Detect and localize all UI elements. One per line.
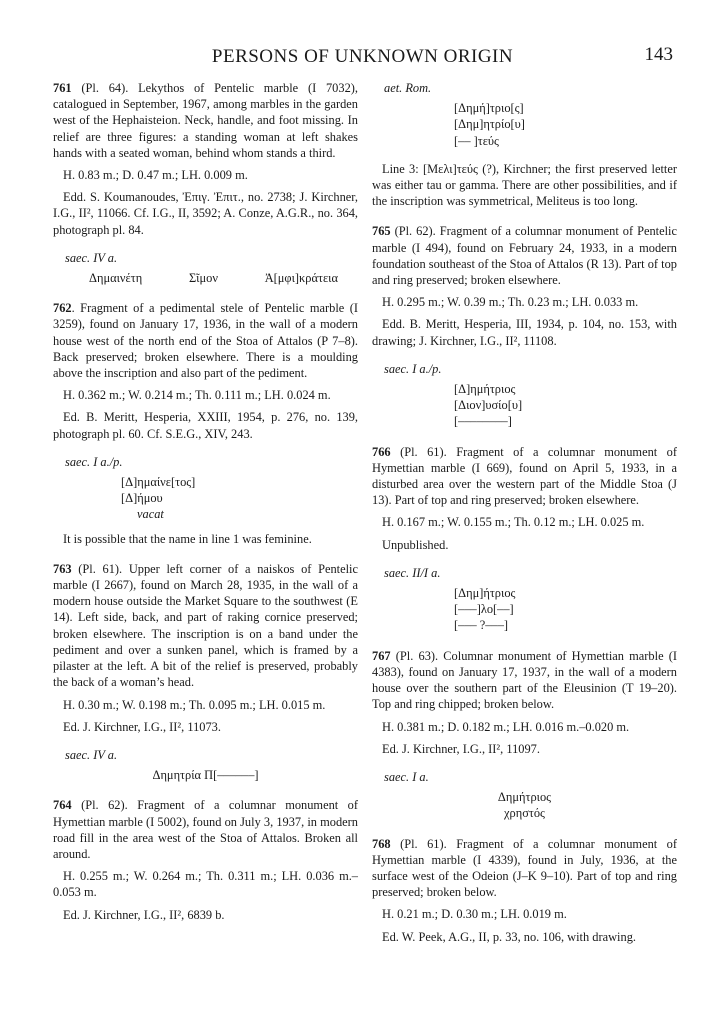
measurements: H. 0.255 m.; W. 0.264 m.; Th. 0.311 m.; LH. 0.036 m.–0.053 m. [53,869,358,900]
entry-764 [53,797,358,922]
inscription-text: [Δημ]ήτριος [–––]λο[––] [––– ?–––] [454,586,516,633]
date-label: aet. Rom. [384,81,432,95]
running-title: PERSONS OF UNKNOWN ORIGIN [211,46,514,67]
inscription-text: Δημήτριος χρηστός [497,790,552,821]
commentary: Line 3: [Μελι]τεύς (?), Kirchner; the first preserved letter was either tau or gamma. There are other possibilities, and if the inscription was symmetrical, Meliteus is too long. [372,161,677,209]
inscription-text: [Δ]ημήτριος [Διον]υσίο[υ] [––––––––] [454,382,523,429]
bibliography: Edd. S. Koumanoudes, Ἐπιγ. Ἐπιτ., no. 2738; J. Kirchner, I.G., II², 11066. Cf. I.G., II, 3592; A. Conze, A.G.R., no. 364, photograph pl. 84. [53,190,358,237]
measurements: H. 0.167 m.; W. 0.155 m.; Th. 0.12 m.; LH. 0.025 m. [382,515,645,530]
right-column [372,80,677,945]
entry-description: . Fragment of a pedimental stele of Pentelic marble (I 3259), found on January 17, 1936, in the wall of a modern house west of the north end of the Stoa of Attalos (P 7–8). Back preserved; broken elsewhere. There is a moulding above the inscription and also part of the pediment. [53,301,358,381]
entry-763 [53,561,358,783]
inscription-text: Δημητρία Π[––––––] [152,768,259,783]
date-label: saec. I a./p. [65,454,123,469]
bibliography: Ed. J. Kirchner, I.G., II², 6839 b. [63,907,225,922]
entry-description: (Pl. 61). Upper left corner of a naiskos of Pentelic marble (I 2667), found on March 28, 1935, in the wall of a modern house outside the Market Square to the southwest (E 14). Left side, back, and part of raking cornice preserved; broken elsewhere. The inscription is on a band under the pediment and over a sunken panel, which is framed by a pilaster at the left. A bit of the relief is preserved, probably the back of a woman’s head. [53,561,358,690]
entry-number: 764 [53,798,72,813]
entry-number: 766 [372,444,391,459]
entry-768 [372,836,677,945]
entry-761 [53,80,358,286]
entry-number: 767 [372,648,391,663]
page-number: 143 [644,44,673,65]
entry-number: 762 [53,301,72,316]
bibliography: Ed. W. Peek, A.G., II, p. 33, no. 106, with drawing. [382,929,636,944]
measurements: H. 0.83 m.; D. 0.47 m.; LH. 0.009 m. [63,168,248,183]
entry-number: 761 [53,81,72,95]
entry-number: 768 [372,836,391,851]
bibliography: Ed. J. Kirchner, I.G., II², 11073. [63,719,221,734]
entry-767 [372,648,677,822]
page-header [0,44,725,72]
date-label: saec. II/I a. [384,565,441,580]
entry-765 [372,223,677,429]
entry-description: (Pl. 62). Fragment of a columnar monument of Hymettian marble (I 5002), found on July 3, 1937, in modern road fill in the area west of the Stoa of Attalos. Broken all around. [53,798,358,861]
measurements: H. 0.362 m.; W. 0.214 m.; Th. 0.111 m.; LH. 0.024 m. [63,388,331,403]
bibliography: Unpublished. [382,537,449,552]
measurements: H. 0.21 m.; D. 0.30 m.; LH. 0.019 m. [382,907,567,922]
entry-766 [372,444,677,634]
measurements: H. 0.295 m.; W. 0.39 m.; Th. 0.23 m.; LH. 0.033 m. [382,295,639,310]
entry-762 [53,300,358,547]
commentary: It is possible that the name in line 1 was feminine. [63,531,312,546]
date-label: saec. IV a. [65,250,118,265]
entry-description: (Pl. 61). Fragment of a columnar monument of Hymettian marble (I 669), found on April 5, 1933, in a disturbed area over the western part of the Middle Stoa (J 13). Part of top and ring preserved; broken elsewhere. [372,444,677,508]
entry-description: (Pl. 62). Fragment of a columnar monument of Pentelic marble (I 494), found on February 24, 1933, in a modern foundation southeast of the Stoa of Attalos (R 13). Part of top and ring preserved; broken elsewhere. [372,224,677,288]
date-label: saec. I a. [384,769,429,784]
entry-number: 765 [372,224,391,239]
bibliography: Edd. B. Meritt, Hesperia, III, 1934, p. 104, no. 153, with drawing; J. Kirchner, I.G., II², 11108. [372,317,677,348]
bibliography: Ed. J. Kirchner, I.G., II², 11097. [382,741,540,756]
entry-description: (Pl. 63). Columnar monument of Hymettian marble (I 4383), found on January 17, 1937, in the wall of a modern house over the southern part of the Eleusinion (T 19–20). Top and ring chipped; broken below. [372,648,677,712]
date-label: saec. IV a. [65,747,118,762]
entry-description: (Pl. 64). Lekythos of Pentelic marble (I 7032), catalogued in September, 1967, among marbles in the garden west of the Hephaisteion. Neck, handle, and foot missing. In relief are three figures: a standing woman at left shakes hands with a seated woman, behind whom stands a third. [53,81,358,160]
inscription-text: Δημαινέτη Σῖμον Ἀ[μφι]κράτεια [89,271,338,286]
measurements: H. 0.381 m.; D. 0.182 m.; LH. 0.016 m.–0.020 m. [382,719,630,734]
measurements: H. 0.30 m.; W. 0.198 m.; Th. 0.095 m.; LH. 0.015 m. [63,697,326,712]
date-label: saec. I a./p. [384,361,442,376]
left-column [53,80,358,923]
inscription-text: [Δημή]τριο[ς] [Δημ]ητρίο[υ] [–– ]τεύς [454,101,525,148]
bibliography: Ed. B. Meritt, Hesperia, XXIII, 1954, p. 276, no. 139, photograph pl. 60. Cf. S.E.G., XIV, 243. [53,410,358,441]
entry-764-continued [372,80,677,209]
inscription-text: [Δ]ημαίνε[τος] [Δ]ήμου vacat [121,475,196,522]
entry-number: 763 [53,561,72,576]
entry-description: (Pl. 61). Fragment of a columnar monument of Hymettian marble (I 4339), found in July, 1936, at the surface west of the Odeion (J–K 9–10). Part of top and ring preserved; broken below. [372,836,677,900]
